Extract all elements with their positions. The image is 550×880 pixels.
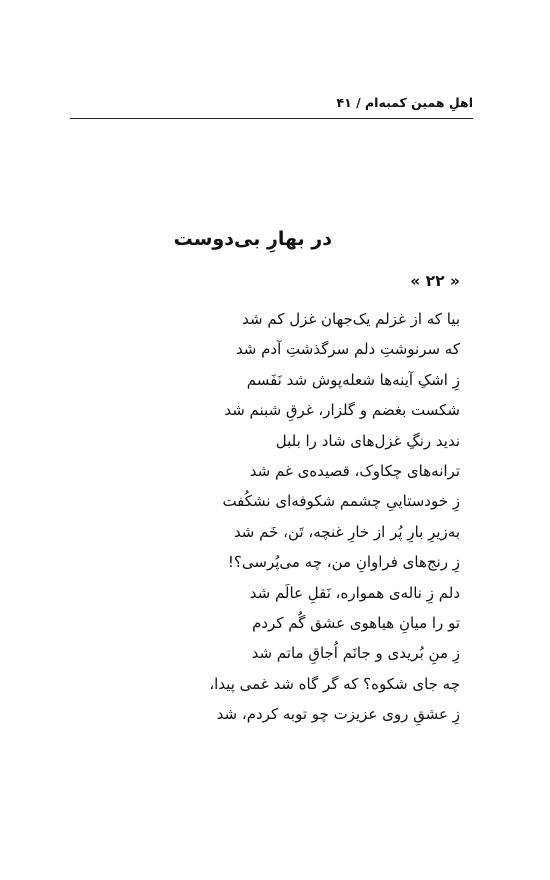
verse-line: به‌زیرِ بارِ پُر از خارِ غنچه، تَن، خَم شد xyxy=(233,522,460,541)
verse-line: ندید رنگِ غزل‌های شاد را بلبل xyxy=(275,431,460,450)
poem-number: « ۲۲ » xyxy=(410,272,460,290)
verse-line: بیا که از غزلم یک‌جهان غزل کم شد xyxy=(242,310,460,328)
verse-line: زِ اشکِ آینه‌ها شعله‌پوش شد نَفَسم xyxy=(246,370,460,389)
verse-line: شکست بغضم و گلزار، غرقِ شبنم شد xyxy=(224,401,460,420)
header-rule xyxy=(70,118,473,119)
running-header: اهلِ همین کمبه‌ام / ۴۱ xyxy=(336,95,473,110)
poem-verses xyxy=(190,304,460,729)
verse-line: زِ منِ بُریدی و جانَم اُجاقِ ماتم شد xyxy=(251,644,460,663)
verse-line: چه جای شکوه؟ که گر گاه شد غمی پیدا، xyxy=(209,674,460,693)
verse-line: زِ خودستاییِ چشمم شکوفه‌ای نشکُفت xyxy=(222,492,460,511)
poem-title: در بهارِ بی‌دوست xyxy=(173,228,332,250)
verse-line: که سرنوشتِ دلم سرگذشتِ آدم شد xyxy=(235,340,460,359)
verse-line: زِ عشقِ روی عزیزت چو توبه کردم، شد xyxy=(216,705,460,724)
verse-line: زِ رنج‌های فراوانِ من، چه می‌پُرسی؟! xyxy=(227,553,460,572)
verse-line: تو را میانِ هیاهوی عشق گُم کردم xyxy=(252,613,460,632)
verse-line: ترانه‌های چکاوک، قصیده‌ی غم شد xyxy=(249,461,460,480)
verse-line: دلم زِ ناله‌ی همواره، نَقلِ عالَم شد xyxy=(249,583,460,602)
